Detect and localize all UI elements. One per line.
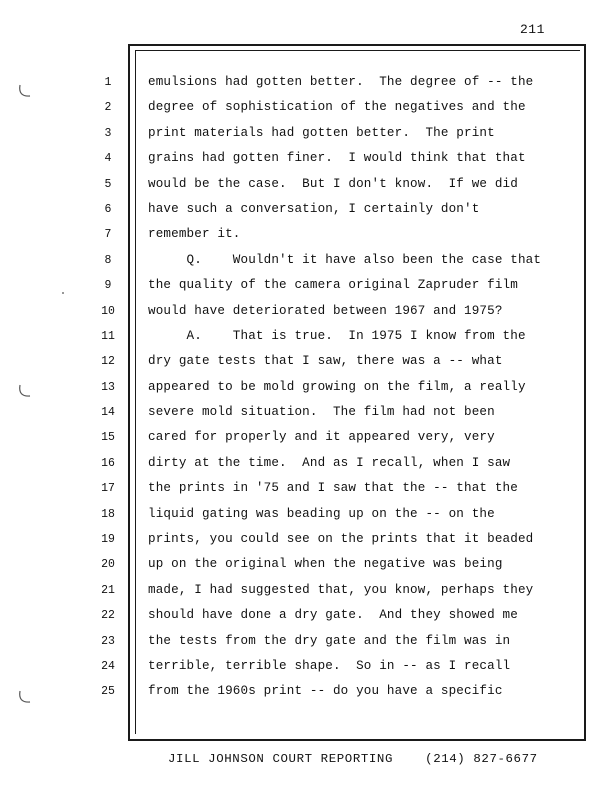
line-number: 24 — [101, 659, 115, 673]
transcript-body — [148, 70, 578, 705]
transcript-line: A. That is true. In 1975 I know from the — [148, 328, 526, 343]
line-number: 19 — [101, 533, 115, 547]
page-number: 211 — [520, 22, 545, 37]
line-number: 7 — [104, 228, 112, 242]
transcript-line: should have done a dry gate. And they showed me — [148, 608, 518, 623]
line-number: 1 — [104, 76, 112, 89]
transcript-line: print materials had gotten better. The print — [148, 125, 495, 140]
transcript-line: would have deteriorated between 1967 and 1975? — [148, 303, 503, 318]
transcript-line: prints, you could see on the prints that it beaded — [148, 532, 534, 547]
line-number: 22 — [101, 609, 115, 623]
transcript-line: emulsions had gotten better. The degree of -- the — [148, 75, 534, 89]
line-number: 13 — [101, 380, 115, 394]
scan-speck — [62, 292, 64, 294]
transcript-line: have such a conversation, I certainly don't — [148, 201, 480, 216]
transcript-line: terrible, terrible shape. So in -- as I recall — [148, 658, 511, 673]
line-number: 11 — [101, 329, 115, 343]
line-number: 8 — [104, 253, 112, 267]
line-number: 12 — [101, 355, 115, 369]
binder-hole-mark — [16, 84, 32, 100]
line-number: 10 — [101, 304, 115, 318]
line-number-column — [96, 70, 120, 705]
transcript-line: the tests from the dry gate and the film was in — [148, 633, 511, 648]
transcript-line: severe mold situation. The film had not been — [148, 405, 495, 420]
line-number: 18 — [101, 507, 115, 521]
transcript-line: made, I had suggested that, you know, perhaps they — [148, 582, 534, 597]
footer-phone: (214) 827-6677 — [425, 752, 538, 766]
transcript-line: would be the case. But I don't know. If we did — [148, 176, 518, 191]
line-number: 4 — [104, 152, 112, 166]
line-number: 14 — [101, 406, 115, 420]
line-number: 5 — [104, 177, 112, 191]
transcript-line: appeared to be mold growing on the film, a really — [148, 379, 526, 394]
transcript-line: the prints in '75 and I saw that the -- that the — [148, 481, 518, 496]
footer — [168, 752, 538, 766]
line-number: 3 — [104, 126, 112, 140]
transcript-line: degree of sophistication of the negatives and the — [148, 100, 526, 115]
line-number: 20 — [101, 558, 115, 572]
binder-hole-mark — [16, 384, 32, 400]
transcript-line: from the 1960s print -- do you have a specific — [148, 684, 503, 699]
line-number: 25 — [101, 685, 115, 699]
line-number: 21 — [101, 583, 115, 597]
line-number: 6 — [104, 202, 112, 216]
transcript-line: the quality of the camera original Zapruder film — [148, 278, 518, 293]
line-number: 9 — [104, 279, 112, 293]
transcript-line: up on the original when the negative was being — [148, 557, 503, 572]
binder-hole-mark — [16, 690, 32, 706]
line-number: 16 — [101, 456, 115, 470]
transcript-line: grains had gotten finer. I would think that that — [148, 151, 526, 166]
line-number: 23 — [101, 634, 115, 648]
line-number: 17 — [101, 482, 115, 496]
transcript-line: Q. Wouldn't it have also been the case that — [148, 252, 542, 267]
line-number: 2 — [104, 101, 112, 115]
transcript-line: cared for properly and it appeared very, very — [148, 430, 495, 445]
footer-reporter: JILL JOHNSON COURT REPORTING — [168, 752, 393, 766]
transcript-line: liquid gating was beading up on the -- on the — [148, 506, 495, 521]
transcript-line: dry gate tests that I saw, there was a -- what — [148, 354, 503, 369]
line-number: 15 — [101, 431, 115, 445]
transcript-line: remember it. — [148, 227, 241, 242]
transcript-line: dirty at the time. And as I recall, when I saw — [148, 455, 511, 470]
